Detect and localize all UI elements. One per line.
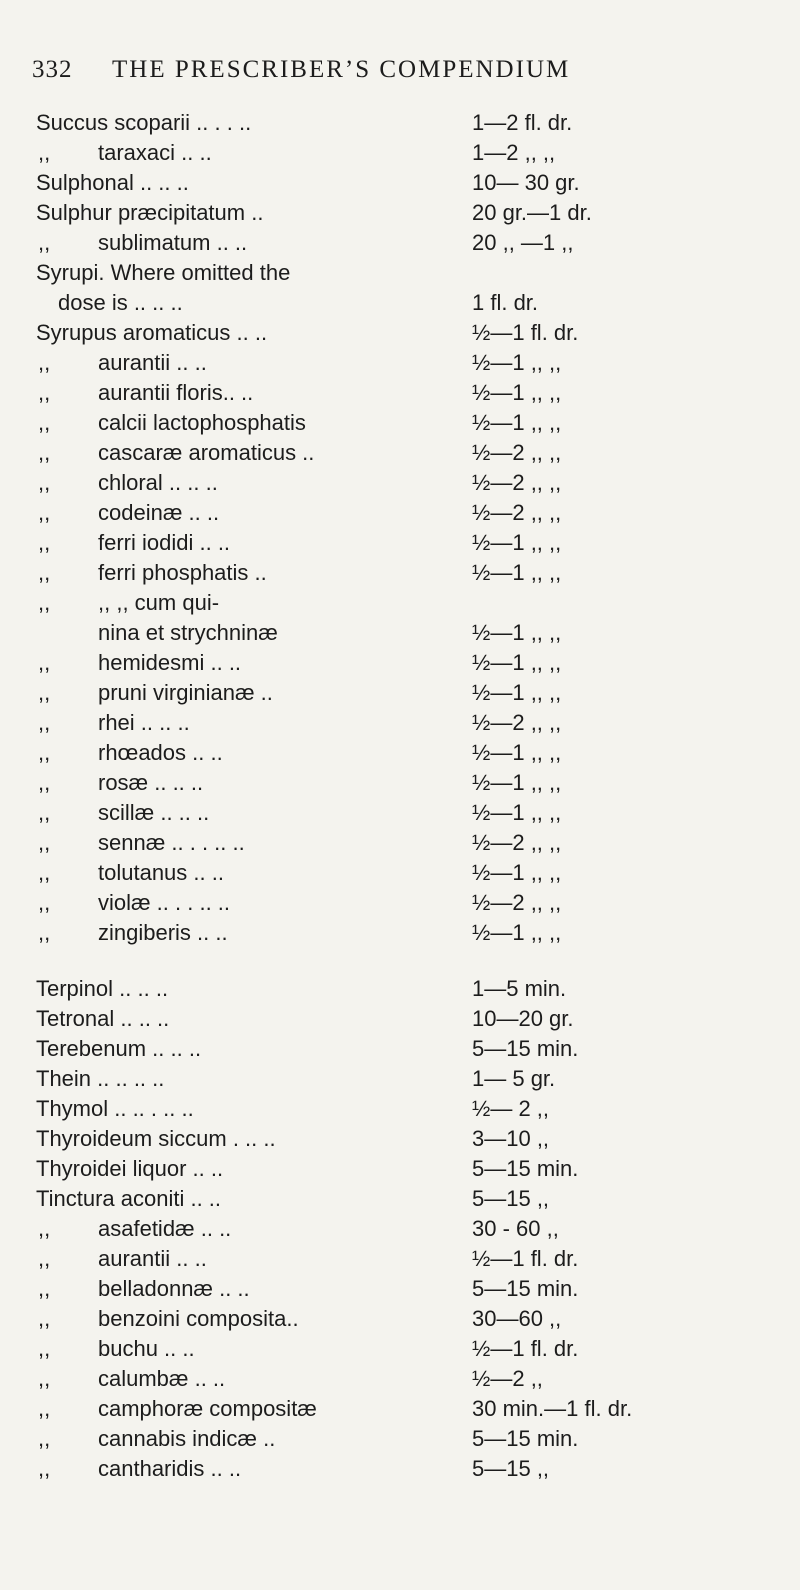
drug-name: rosæ .. .. .. — [98, 770, 204, 795]
drug-name: Thymol .. .. . .. .. — [36, 1096, 194, 1121]
ditto-mark: ,, — [38, 1306, 51, 1331]
ditto-mark: ,, — [38, 710, 51, 735]
list-item — [36, 1274, 776, 1304]
drug-name: zingiberis .. .. — [98, 920, 228, 945]
dose-value: ½—2 ,, ,, — [472, 470, 562, 495]
drug-name: Syrupus aromaticus .. .. — [36, 320, 268, 345]
list-item — [36, 408, 776, 438]
drug-name: aurantii .. .. — [98, 350, 207, 375]
ditto-mark: ,, — [38, 230, 51, 255]
drug-name: sennæ .. . . .. .. — [98, 830, 245, 855]
dose-value: ½—1 ,, ,, — [472, 860, 562, 885]
list-item — [36, 858, 776, 888]
list-item — [36, 1034, 776, 1064]
ditto-mark: ,, — [38, 500, 51, 525]
list-item — [36, 974, 776, 1004]
drug-name: rhœados .. .. — [98, 740, 223, 765]
dose-value: 5—15 ,, — [472, 1186, 550, 1211]
ditto-mark: ,, — [38, 1276, 51, 1301]
dose-value: 20 gr.—1 dr. — [472, 200, 592, 225]
drug-name: taraxaci .. .. — [98, 140, 212, 165]
dose-value: ½—1 ,, ,, — [472, 620, 562, 645]
list-item — [36, 1454, 776, 1484]
drug-name: Sulphur præcipitatum .. — [36, 200, 264, 225]
ditto-mark: ,, — [38, 1366, 51, 1391]
list-item — [36, 1124, 776, 1154]
drug-name: pruni virginianæ .. — [98, 680, 273, 705]
dose-value: ½—1 ,, ,, — [472, 800, 562, 825]
dose-value: ½—1 ,, ,, — [472, 920, 562, 945]
dose-value: ½—2 ,, — [472, 1366, 543, 1391]
dose-value: 30 min.—1 fl. dr. — [472, 1396, 633, 1421]
drug-name: calcii lactophosphatis — [98, 410, 306, 435]
ditto-mark: ,, — [38, 650, 51, 675]
list-item — [36, 588, 776, 648]
ditto-mark: ,, — [38, 920, 51, 945]
dose-value: ½—1 fl. dr. — [472, 320, 579, 345]
list-item — [36, 1154, 776, 1184]
drug-name: ,, ,, cum qui- — [98, 590, 220, 615]
list-item — [36, 528, 776, 558]
list-item — [36, 198, 776, 228]
drug-name: cannabis indicæ .. — [98, 1426, 276, 1451]
drug-name: Tinctura aconiti .. .. — [36, 1186, 222, 1211]
ditto-mark: ,, — [38, 560, 51, 585]
drug-name: buchu .. .. — [98, 1336, 195, 1361]
dose-value: 5—15 ,, — [472, 1456, 550, 1481]
list-item — [36, 1424, 776, 1454]
drug-name: calumbæ .. .. — [98, 1366, 226, 1391]
drug-name: ferri phosphatis .. — [98, 560, 267, 585]
drug-name-continued: nina et strychninæ — [98, 620, 278, 645]
ditto-mark: ,, — [38, 440, 51, 465]
drug-name: codeinæ .. .. — [98, 500, 220, 525]
list-item — [36, 138, 776, 168]
ditto-mark: ,, — [38, 530, 51, 555]
list-item — [36, 648, 776, 678]
list-item — [36, 498, 776, 528]
dose-value: ½—2 ,, ,, — [472, 890, 562, 915]
drug-name: ferri iodidi .. .. — [98, 530, 231, 555]
ditto-mark: ,, — [38, 680, 51, 705]
dose-value: ½—2 ,, ,, — [472, 830, 562, 855]
list-item — [36, 1094, 776, 1124]
list-item — [36, 888, 776, 918]
dose-value: 5—15 min. — [472, 1036, 579, 1061]
list-item — [36, 438, 776, 468]
drug-name: aurantii floris.. .. — [98, 380, 254, 405]
ditto-mark: ,, — [38, 470, 51, 495]
drug-name: Terpinol .. .. .. — [36, 976, 169, 1001]
drug-name: camphoræ compositæ — [98, 1396, 317, 1421]
list-item — [36, 798, 776, 828]
dose-value: 3—10 ,, — [472, 1126, 550, 1151]
ditto-mark: ,, — [38, 1426, 51, 1451]
list-item — [36, 1244, 776, 1274]
drug-name: chloral .. .. .. — [98, 470, 218, 495]
drug-name: Terebenum .. .. .. — [36, 1036, 202, 1061]
list-item — [36, 918, 776, 948]
drug-name: Succus scoparii .. . . .. — [36, 110, 252, 135]
drug-name: asafetidæ .. .. — [98, 1216, 232, 1241]
list-item — [36, 348, 776, 378]
list-item — [36, 1334, 776, 1364]
ditto-mark: ,, — [38, 410, 51, 435]
ditto-mark: ,, — [38, 1396, 51, 1421]
drug-name: cantharidis .. .. — [98, 1456, 242, 1481]
dose-value: 5—15 min. — [472, 1156, 579, 1181]
list-item — [36, 378, 776, 408]
dose-value: 1—2 ,, ,, — [472, 140, 556, 165]
list-item — [36, 1214, 776, 1244]
ditto-mark: ,, — [38, 800, 51, 825]
dose-value: ½—1 ,, ,, — [472, 770, 562, 795]
dose-value: 5—15 min. — [472, 1426, 579, 1451]
ditto-mark: ,, — [38, 890, 51, 915]
drug-name: Thyroideum siccum . .. .. — [36, 1126, 276, 1151]
ditto-mark: ,, — [38, 740, 51, 765]
drug-name: Tetronal .. .. .. — [36, 1006, 170, 1031]
dose-value: ½—1 ,, ,, — [472, 740, 562, 765]
dose-value: ½—2 ,, ,, — [472, 500, 562, 525]
list-item — [36, 708, 776, 738]
dose-value: 10— 30 gr. — [472, 170, 580, 195]
dosage-list — [36, 108, 776, 1484]
ditto-mark: ,, — [38, 860, 51, 885]
list-item — [36, 228, 776, 258]
dose-value: ½—1 ,, ,, — [472, 350, 562, 375]
dose-value: 5—15 min. — [472, 1276, 579, 1301]
dose-value: ½—1 ,, ,, — [472, 530, 562, 555]
list-item — [36, 738, 776, 768]
drug-name: Sulphonal .. .. .. — [36, 170, 189, 195]
dose-value: 1—2 fl. dr. — [472, 110, 573, 135]
page-number: 332 — [32, 56, 73, 83]
drug-name-continued: dose is .. .. .. — [58, 290, 183, 315]
ditto-mark: ,, — [38, 380, 51, 405]
dose-value: 1 fl. dr. — [472, 290, 539, 315]
list-item — [36, 678, 776, 708]
ditto-mark: ,, — [38, 1456, 51, 1481]
list-item — [36, 1004, 776, 1034]
list-item — [36, 1364, 776, 1394]
dose-value: ½—1 fl. dr. — [472, 1246, 579, 1271]
list-item — [36, 828, 776, 858]
ditto-mark: ,, — [38, 770, 51, 795]
drug-name: Thyroidei liquor .. .. — [36, 1156, 224, 1181]
list-item — [36, 768, 776, 798]
ditto-mark: ,, — [38, 350, 51, 375]
drug-name: belladonnæ .. .. — [98, 1276, 250, 1301]
dose-value: ½—1 ,, ,, — [472, 560, 562, 585]
list-item — [36, 168, 776, 198]
drug-name: cascaræ aromaticus .. — [98, 440, 315, 465]
ditto-mark: ,, — [38, 590, 51, 615]
dose-value: 30 - 60 ,, — [472, 1216, 559, 1241]
drug-name: sublimatum .. .. — [98, 230, 248, 255]
list-item — [36, 318, 776, 348]
ditto-mark: ,, — [38, 1246, 51, 1271]
drug-name: violæ .. . . .. .. — [98, 890, 231, 915]
list-item — [36, 1304, 776, 1334]
drug-name: tolutanus .. .. — [98, 860, 224, 885]
dose-value: 1—5 min. — [472, 976, 567, 1001]
drug-name: benzoini composita.. — [98, 1306, 299, 1331]
list-item — [36, 1184, 776, 1214]
dose-value: ½—2 ,, ,, — [472, 710, 562, 735]
dose-value: ½—1 ,, ,, — [472, 680, 562, 705]
ditto-mark: ,, — [38, 140, 51, 165]
dose-value: 30—60 ,, — [472, 1306, 562, 1331]
dose-value: ½—1 ,, ,, — [472, 380, 562, 405]
page-header — [32, 56, 760, 96]
dose-value: 10—20 gr. — [472, 1006, 574, 1031]
dose-value: ½—1 fl. dr. — [472, 1336, 579, 1361]
drug-name: aurantii .. .. — [98, 1246, 207, 1271]
list-item — [36, 1064, 776, 1094]
list-item — [36, 258, 776, 318]
drug-name: rhei .. .. .. — [98, 710, 190, 735]
dose-value: ½— 2 ,, — [472, 1096, 550, 1121]
ditto-mark: ,, — [38, 830, 51, 855]
drug-name: Syrupi. Where omitted the — [36, 260, 291, 285]
list-item — [36, 108, 776, 138]
list-item — [36, 1394, 776, 1424]
list-item — [36, 468, 776, 498]
dose-value: 20 ,, —1 ,, — [472, 230, 574, 255]
dose-value: ½—2 ,, ,, — [472, 440, 562, 465]
ditto-mark: ,, — [38, 1216, 51, 1241]
ditto-mark: ,, — [38, 1336, 51, 1361]
running-title: THE PRESCRIBER’S COMPENDIUM — [112, 56, 571, 83]
dose-value: ½—1 ,, ,, — [472, 650, 562, 675]
dose-value: 1— 5 gr. — [472, 1066, 556, 1091]
drug-name: scillæ .. .. .. — [98, 800, 210, 825]
list-item — [36, 558, 776, 588]
drug-name: hemidesmi .. .. — [98, 650, 242, 675]
dose-value: ½—1 ,, ,, — [472, 410, 562, 435]
drug-name: Thein .. .. .. .. — [36, 1066, 165, 1091]
